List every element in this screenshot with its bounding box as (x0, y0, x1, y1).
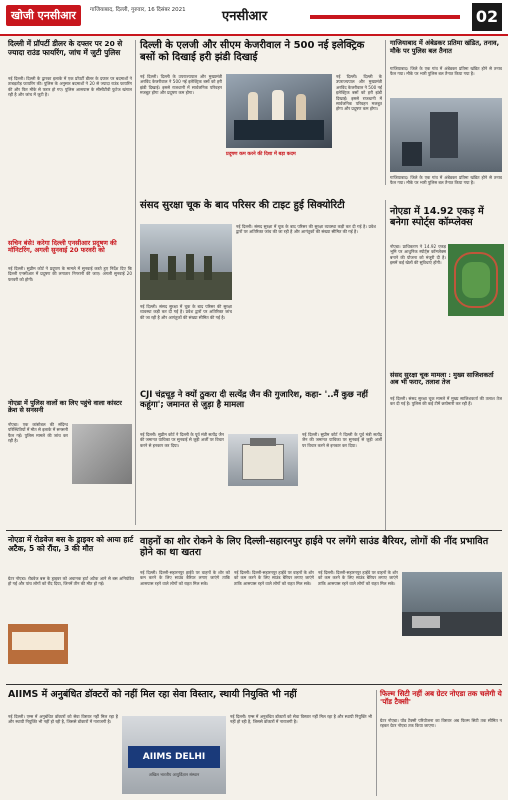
story-8-headline: नोएडा में रोडवेज बस के ड्राइवर को आया हार्ट अटैक, 5 को रौंदा, 3 की मौत (8, 535, 134, 553)
story-1b-body: नई दिल्ली। सुप्रीम कोर्ट ने प्रदूषण के मामले में सुनवाई करते हुए निर्देश दिए कि दिल्ली एनसीआर में प्रदूषण की लगातार निगरानी की जाए। अगली सुनवाई 20 फरवरी को होगी। (8, 266, 132, 282)
story-7-body-b: नई दिल्ली। सुप्रीम कोर्ट ने दिल्ली के पूर्व मंत्री सत्येंद्र जैन की जमानत याचिका पर सुनवाई से जुड़ी अर्जी पर विचार करने से इनकार कर दिया। (302, 432, 382, 448)
column-rule-3 (385, 200, 386, 530)
story-11-body: ग्रेटर नोएडा। पॉड टैक्सी परियोजना का विस्तार अब फिल्म सिटी तक सीमित न रहकर ग्रेटर नोएडा तक किया जाएगा। (380, 718, 502, 729)
story-7-headline: CJI चंद्रचूड़ ने क्यों ठुकरा दी सत्येंद्र जैन की गुजारिश, कहा- '..मैं कुछ नहीं कहूंगा'; जमानत से जुड़ा है मामला (140, 389, 368, 409)
story-3-body-b: नई दिल्ली। संसद सुरक्षा में चूक के बाद परिसर की सुरक्षा व्यवस्था कड़ी कर दी गई है। प्रवेश द्वारों पर अतिरिक्त जांच की जा रही है और आगंतुकों की संख्या सीमित की गई है। (140, 304, 232, 320)
aiims-sign-text: AIIMS DELHI (142, 752, 206, 762)
story-2-photo (226, 74, 332, 148)
story-5-body: नोएडा। प्राधिकरण ने 14.92 एकड़ भूमि पर आधुनिक स्पोर्ट्स कॉम्प्लेक्स बनाने की योजना को मंजूरी दी है। इसमें कई खेलों की सुविधाएं होंगी। (390, 244, 446, 266)
story-9-body: नई दिल्ली। दिल्ली-सहारनपुर हाईवे पर वाहनों के शोर को कम करने के लिए साउंड बैरियर लगाए जाएंगे ताकि आसपास रहने वाले लोगों को राहत मिल सके। (140, 570, 230, 586)
column-rule-4 (376, 690, 377, 796)
page-number: 02 (472, 3, 502, 31)
masthead (0, 0, 508, 36)
story-6-body: नई दिल्ली। संसद सुरक्षा चूक मामले में मुख्य साजिशकर्ता की तलाश तेज कर दी गई है। पुलिस की कई टीमें छापेमारी कर रही हैं। (390, 396, 502, 407)
story-2-headline: दिल्ली के एलजी और सीएम केजरीवाल ने 500 नई इलेक्ट्रिक बसों को दिखाई हरी झंडी दिखाई (140, 40, 365, 63)
story-4-body-b: गाजियाबाद। जिले के एक गांव में अंबेडकर प्रतिमा खंडित होने से तनाव फैल गया। मौके पर भारी पुलिस बल तैनात किया गया है। (390, 175, 502, 186)
section-title: एनसीआर (222, 9, 268, 24)
story-10-body-b: नई दिल्ली। एम्स में अनुबंधित डॉक्टरों को सेवा विस्तार नहीं मिल रहा है और स्थायी नियुक्ति भी नहीं हो रही है, जिससे डॉक्टरों में नाराजगी है। (230, 714, 372, 725)
story-10-headline: AIIMS में अनुबंधित डॉक्टरों को नहीं मिल रहा सेवा विस्तार, स्थायी नियुक्ति भी नहीं (8, 689, 297, 700)
story-10-body: नई दिल्ली। एम्स में अनुबंधित डॉक्टरों को सेवा विस्तार नहीं मिल रहा है और स्थायी नियुक्ति भी नहीं हो रही है, जिससे डॉक्टरों में नाराजगी है। (8, 714, 118, 725)
section-divider (6, 530, 502, 531)
story-6-headline: संसद सुरक्षा चूक मामला : मुख्य साजिशकर्ता अब भी फरार, तलाश तेज (390, 371, 494, 387)
story-9-photo (402, 572, 502, 636)
story-8-body: ग्रेटर नोएडा। रोडवेज बस के ड्राइवर को अचानक हार्ट अटैक आने से बस अनियंत्रित हो गई और पांच लोगों को रौंद दिया, जिनमें तीन की मौत हो गई। (8, 576, 134, 587)
story-2-sub: प्रदूषण कम करने की दिशा में बड़ा कदम (226, 152, 296, 157)
column-rule-2 (385, 40, 386, 185)
story-1c-headline: नोएडा में पुलिस वालों का लिए पहुंचे वाला कांस्टर क्रेश से सनसनी (8, 399, 122, 415)
story-1c-body: नोएडा। एक कांस्टेबल की संदिग्ध परिस्थितियों में मौत से इलाके में सनसनी फैल गई। पुलिस मामले की जांच कर रही है। (8, 422, 68, 444)
story-9-headline: वाहनों का शोर रोकने के लिए दिल्ली-सहारनपुर हाईवे पर लगेंगे साउंड बैरियर, लोगों की नींद प्रभावित होने का था खतरा (140, 536, 489, 559)
story-2-body-b: नई दिल्ली। दिल्ली के उपराज्यपाल और मुख्यमंत्री अरविंद केजरीवाल ने 500 नई इलेक्ट्रिक बसों को हरी झंडी दिखाई। इससे राजधानी में सार्वजनिक परिवहन मजबूत होगा और प्रदूषण कम होगा। (336, 74, 382, 112)
story-5-photo (448, 244, 504, 316)
story-1b-headline: सचिन बंसे! करेगा दिल्ली एनसीआर प्रदूषण की मॉनिटरिंग, अगली सुनवाई 20 फरवरी को (8, 239, 117, 255)
story-3-photo (140, 224, 232, 300)
story-9-body-b: नई दिल्ली। दिल्ली-सहारनपुर हाईवे पर वाहनों के शोर को कम करने के लिए साउंड बैरियर लगाए जाएंगे ताकि आसपास रहने वाले लोगों को राहत मिल सके। (234, 570, 314, 586)
story-4-photo (390, 98, 502, 172)
story-1-headline: दिल्ली में प्रॉपर्टी डीलर के दफ्तर पर 20 से ज्यादा राउंड फायरिंग, जांच में जुटी पुलिस (8, 39, 123, 57)
story-4-body: गाजियाबाद। जिले के एक गांव में अंबेडकर प्रतिमा खंडित होने से तनाव फैल गया। मौके पर भारी पुलिस बल तैनात किया गया है। (390, 66, 502, 77)
masthead-date: गाजियाबाद, दिल्ली, गुरुवार, 16 दिसंबर 2021 (90, 7, 186, 13)
section-divider-2 (6, 684, 502, 685)
story-7-body: नई दिल्ली। सुप्रीम कोर्ट ने दिल्ली के पूर्व मंत्री सत्येंद्र जैन की जमानत याचिका पर सुनवाई से जुड़ी अर्जी पर विचार करने से इनकार कर दिया। (140, 432, 224, 448)
story-4-headline: गाजियाबाद में अंबेडकर प्रतिमा खंडित, तनाव, मौके पर पुलिस बल तैनात (390, 39, 500, 55)
masthead-logo: खोजी एनसीआर (6, 5, 81, 26)
story-7-photo (228, 434, 298, 486)
story-11-headline: फिल्म सिटी नहीं अब ग्रेटर नोएडा तक चलेगी ये 'पॉड टैक्सी' (380, 689, 502, 707)
story-5-headline: नोएडा में 14.92 एकड़ में बनेगा स्पोर्ट्स कॉम्प्लेक्स (390, 206, 484, 229)
story-1-body: नई दिल्ली। दिल्ली के द्वारका इलाके में एक प्रॉपर्टी डीलर के दफ्तर पर बदमाशों ने ताबड़तोड़ फायरिंग की। पुलिस के अनुसार बदमाशों ने 20 से ज्यादा राउंड फायरिंग की और फिर मौके से फरार हो गए। पुलिस आसपास के सीसीटीवी फुटेज खंगाल रही है और जांच में जुटी है। (8, 76, 132, 98)
story-1c-photo (72, 424, 132, 484)
story-9-body-c: नई दिल्ली। दिल्ली-सहारनपुर हाईवे पर वाहनों के शोर को कम करने के लिए साउंड बैरियर लगाए जाएंगे ताकि आसपास रहने वाले लोगों को राहत मिल सके। (318, 570, 398, 586)
column-rule-1 (135, 40, 136, 525)
story-2-body-a: नई दिल्ली। दिल्ली के उपराज्यपाल और मुख्यमंत्री अरविंद केजरीवाल ने 500 नई इलेक्ट्रिक बसों को हरी झंडी दिखाई। इससे राजधानी में सार्वजनिक परिवहन मजबूत होगा और प्रदूषण कम होगा। (140, 74, 222, 96)
story-3-body: नई दिल्ली। संसद सुरक्षा में चूक के बाद परिसर की सुरक्षा व्यवस्था कड़ी कर दी गई है। प्रवेश द्वारों पर अतिरिक्त जांच की जा रही है और आगंतुकों की संख्या सीमित की गई है। (236, 224, 376, 235)
aiims-sign-subtext: अखिल भारतीय आयुर्विज्ञान संस्थान (148, 772, 200, 777)
story-3-headline: संसद सुरक्षा चूक के बाद परिसर की टाइट हुई सिक्योरिटी (140, 200, 345, 211)
masthead-rule (310, 15, 460, 19)
story-8-photo (8, 624, 68, 664)
story-10-photo (122, 716, 226, 794)
